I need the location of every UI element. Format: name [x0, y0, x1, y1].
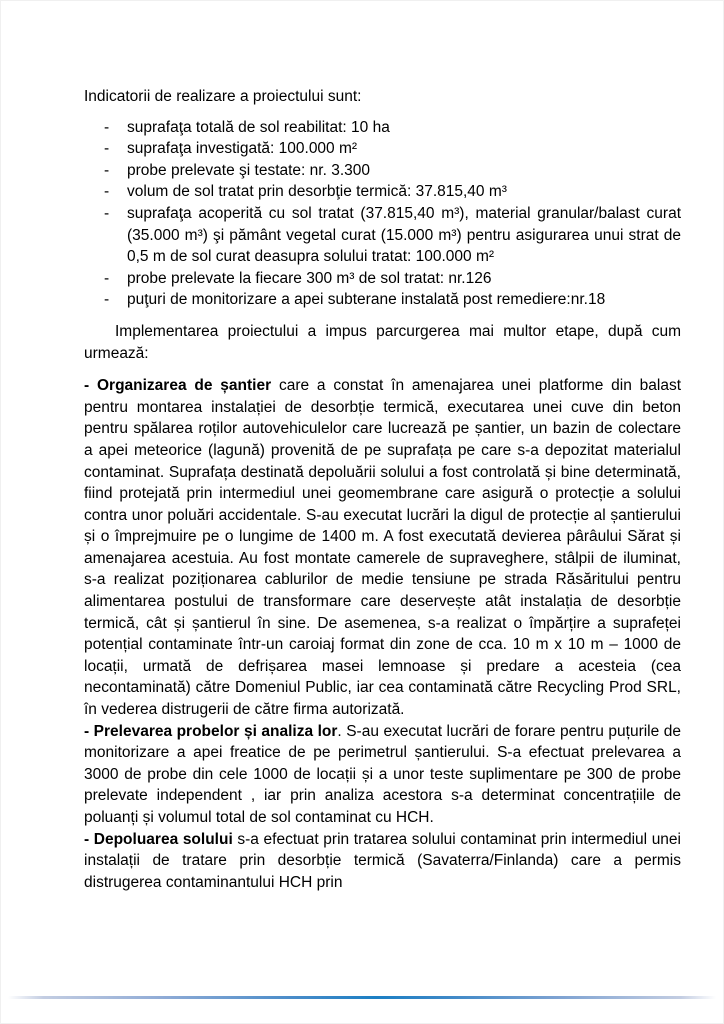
- stage-body: s-a efectuat prin tratarea solului contaminat prin intermediul unei instalații de tratare prin desorbție termică (Savaterra/Finlanda) care a permis distrugerea contaminantului HCH prin: [84, 830, 681, 891]
- list-dash: -: [104, 140, 110, 158]
- stage-paragraph-prelevarea-probelor: [84, 721, 681, 829]
- page-content: [84, 86, 681, 893]
- indicator-item: [84, 117, 681, 139]
- list-dash: -: [104, 269, 110, 287]
- list-dash: -: [104, 183, 110, 201]
- stage-paragraph-depoluarea-solului: [84, 829, 681, 894]
- stage-paragraph-organizarea-de-santier: [84, 375, 681, 721]
- list-dash: -: [104, 291, 110, 309]
- indicator-text: suprafaţa acoperită cu sol tratat (37.815,40 m³), material granular/balast curat (35.000 m³) şi pământ vegetal curat (15.000 m³) pentru asigurarea unui strat de 0,5 m de sol curat deasupra solului tratat: 100.000 m²: [127, 204, 681, 266]
- indicator-text: suprafaţa investigată: 100.000 m²: [127, 140, 358, 158]
- indicator-text: volum de sol tratat prin desorbţie termică: 37.815,40 m³: [127, 183, 507, 201]
- footer-divider-line: [8, 996, 716, 999]
- indicator-item: [84, 138, 681, 160]
- implementation-intro-paragraph: Implementarea proiectului a impus parcurgerea mai multor etape, după cum urmează:: [84, 322, 681, 362]
- stage-body: . S-au executat lucrări de forare pentru puțurile de monitorizare a apei freatice de pe perimetrul șantierului. S-a efectuat prelevarea a 3000 de probe din cele 1000 de locații și a unor teste suplimentare pe 300 de probe prelevate independent , iar prin analiza acestora s-a determinat concentrațiile de poluanți și volumul total de sol contaminat cu HCH.: [84, 722, 681, 826]
- indicator-item: [84, 289, 681, 311]
- intro-heading: Indicatorii de realizare a proiectului sunt:: [84, 88, 362, 105]
- stage-lead: - Depoluarea solului: [84, 830, 233, 848]
- indicator-item: [84, 181, 681, 203]
- list-dash: -: [104, 161, 110, 179]
- list-dash: -: [104, 118, 110, 136]
- indicator-item: [84, 203, 681, 268]
- indicator-item: [84, 160, 681, 182]
- indicators-list: [84, 117, 681, 311]
- indicator-text: probe prelevate la fiecare 300 m³ de sol tratat: nr.126: [127, 269, 492, 287]
- list-dash: -: [104, 204, 110, 222]
- stage-body: care a constat în amenajarea unei platforme din balast pentru montarea instalației de desorbție termică, executarea unei cuve din beton pentru spălarea roților autovehiculelor care lucrează pe șantier, un bazin de colectare a apei meteorice (lagună) provenită de pe suprafața pe care s-a depozitat materialul contaminat. Suprafața destinată depoluării solului a fost controlată și bine determinată, fiind protejată prin intermediul unei geomembrane care asigură o protecție a solului contra unor poluări accidentale. S-au executat lucrări la digul de protecție al șantierului și o împrejmuire pe o lungime de 1400 m. A fost executată devierea pârâului Sărat și amenajarea acestuia. Au fost montate camerele de supraveghere, stâlpii de iluminat, s-a realizat poziționarea cablurilor de medie tensiune pe strada Răsăritului pentru alimentarea postului de transformare care deservește atât instalația de desorbție termică, cât și șantierul în sine. De asemenea, s-a realizat o împărțire a suprafeței potențial contaminate într-un caroiaj format din zone de cca. 10 m x 10 m – 1000 de locații, urmată de defrișarea masei lemnoase și predare a acesteia (cea necontaminată) către Domeniul Public, iar cea contaminată către Recycling Prod SRL, în vederea distrugerii de către firma autorizată.: [84, 377, 681, 719]
- stage-lead: - Organizarea de șantier: [84, 377, 272, 395]
- indicator-text: probe prelevate şi testate: nr. 3.300: [127, 161, 370, 179]
- indicator-item: [84, 268, 681, 290]
- stage-lead: - Prelevarea probelor și analiza lor: [84, 722, 338, 740]
- indicator-text: puţuri de monitorizare a apei subterane instalată post remediere:nr.18: [127, 291, 606, 309]
- indicator-text: suprafaţa totală de sol reabilitat: 10 ha: [127, 118, 390, 136]
